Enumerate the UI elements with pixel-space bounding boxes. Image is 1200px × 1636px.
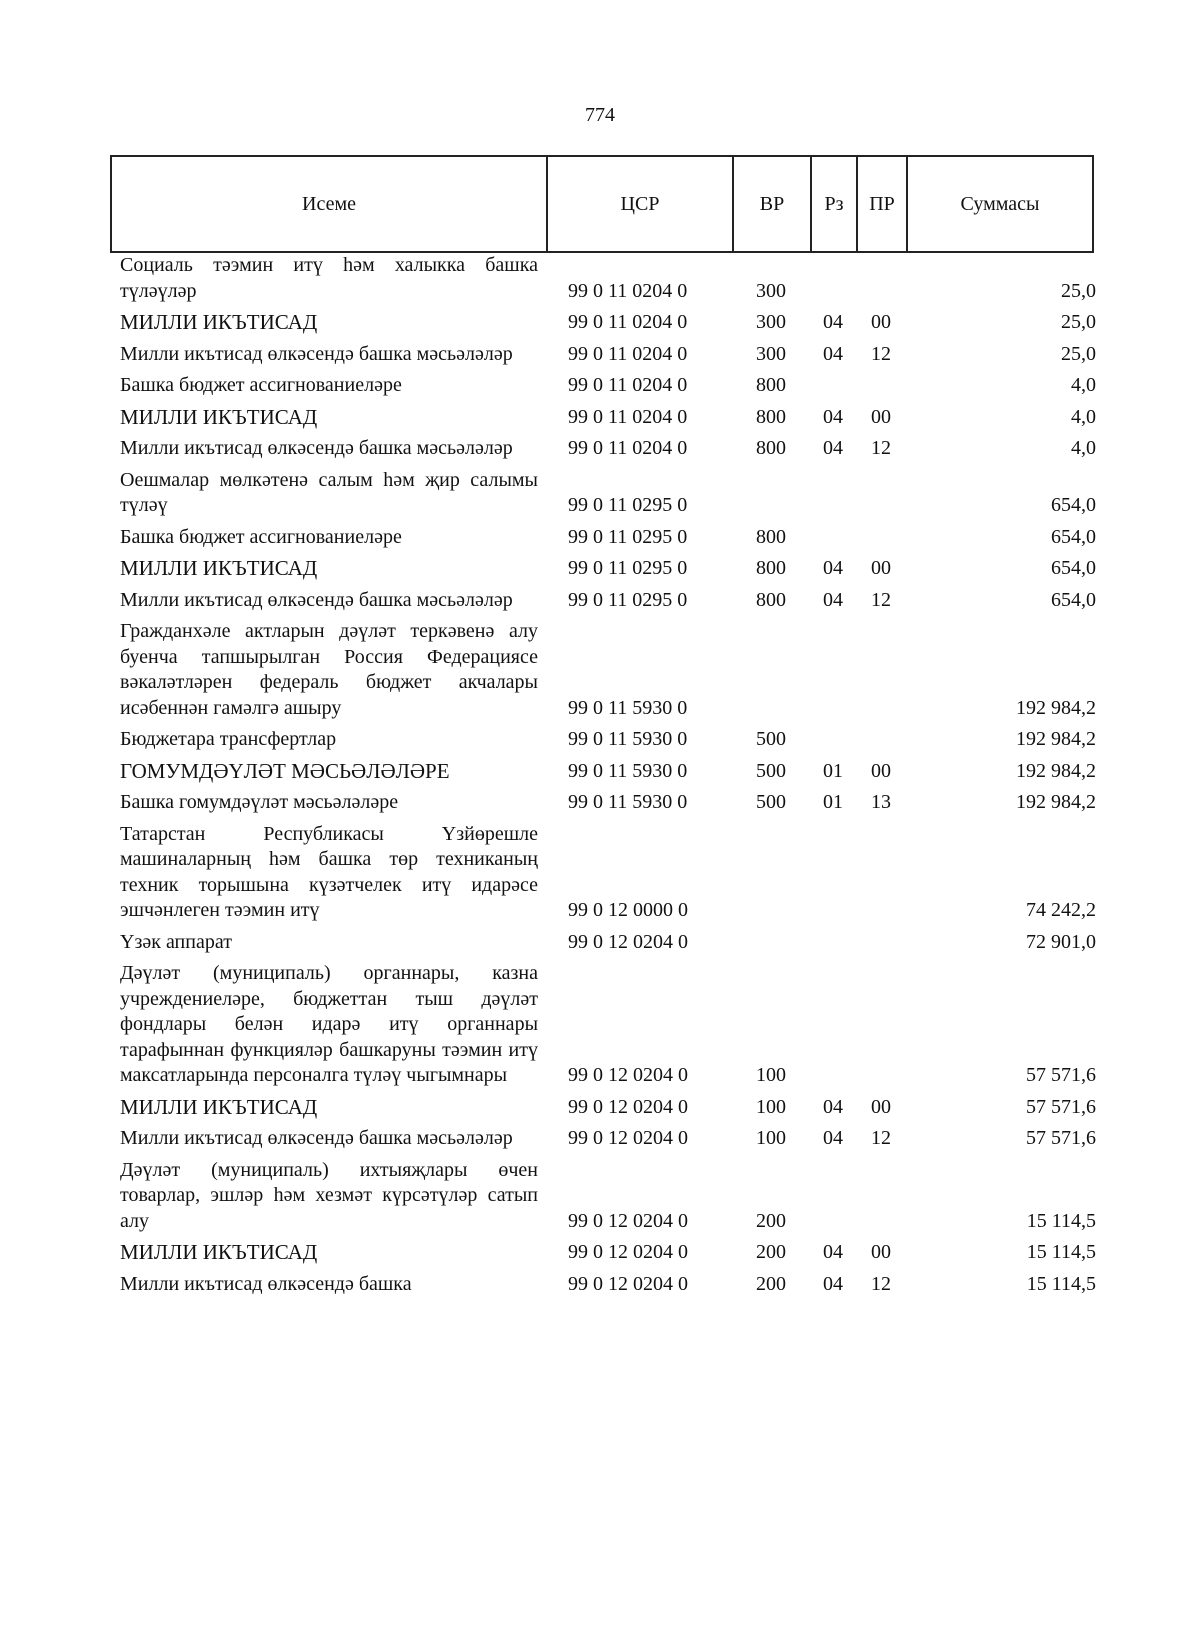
row-sum: 25,0 [1061,342,1096,365]
row-pr: 00 [871,759,891,782]
row-sum: 57 571,6 [1026,1064,1096,1086]
row-pr: 00 [871,405,891,428]
row-rz: 04 [823,405,843,428]
row-sum: 654,0 [1051,494,1096,516]
row-vr: 500 [756,791,786,813]
row-name: Үзәк аппарат [120,930,232,953]
row-name: Милли икътисад өлкәсендә башка мәсьәләләр [120,437,513,459]
row-sum: 654,0 [1051,557,1096,579]
row-csr: 99 0 11 5930 0 [568,696,688,719]
row-vr: 300 [756,279,786,302]
row-sum: 57 571,6 [1026,1127,1096,1149]
table-header [110,155,1094,253]
row-sum: 4,0 [1071,405,1096,428]
row-vr: 100 [756,1064,786,1086]
table-row [110,556,1106,582]
row-vr: 200 [756,1272,786,1295]
table-row [110,790,1106,816]
table-row [110,588,1106,614]
row-vr: 300 [756,342,786,365]
row-sum: 15 114,5 [1026,1209,1096,1232]
row-sum: 15 114,5 [1026,1241,1096,1263]
table-row [110,1240,1106,1266]
table-row [110,253,1106,304]
column-header-vr: ВР [733,156,811,252]
page-number: 774 [585,104,615,126]
row-pr: 12 [871,1127,891,1149]
row-name: Милли икътисад өлкәсендә башка [120,1272,412,1295]
row-name: Гражданхәле актларын дәүләт теркәвенә алу буенча тапшырылган Россия Федерациясе вәкаләтләрен федераль бюджет акчалары исәбеннән гамәлгә ашыру [120,620,538,719]
row-pr: 12 [871,1272,891,1295]
row-name: Милли икътисад өлкәсендә башка мәсьәләләр [120,342,513,365]
row-vr: 800 [756,557,786,579]
row-sum: 25,0 [1061,311,1096,333]
row-csr: 99 0 12 0204 0 [568,930,688,953]
row-csr: 99 0 11 0295 0 [568,525,688,548]
row-vr: 800 [756,374,786,396]
row-sum: 72 901,0 [1026,930,1096,953]
row-name: Башка бюджет ассигнованиеләре [120,374,402,396]
row-sum: 192 984,2 [1016,696,1096,719]
table-row [110,373,1106,399]
row-sum: 15 114,5 [1026,1272,1096,1295]
column-header-sum: Суммасы [907,156,1093,252]
row-csr: 99 0 11 0295 0 [568,494,688,516]
row-pr: 00 [871,557,891,579]
row-rz: 04 [823,557,843,579]
row-csr: 99 0 11 0204 0 [568,342,688,365]
row-rz: 04 [823,342,843,365]
column-header-rz: Рз [811,156,857,252]
row-csr: 99 0 11 0295 0 [568,588,688,611]
table-body [110,253,1106,1303]
row-name: Дәүләт (муниципаль) ихтыяҗлары өчен товарлар, эшләр һәм хезмәт күрсәтүләр сатып алу [120,1158,538,1232]
row-csr: 99 0 12 0204 0 [568,1095,688,1118]
table-row [110,759,1106,785]
column-header-name: Исеме [111,156,547,252]
row-csr: 99 0 11 0204 0 [568,405,688,428]
row-csr: 99 0 11 0204 0 [568,311,688,333]
row-pr: 12 [871,588,891,611]
row-sum: 4,0 [1071,374,1096,396]
row-pr: 13 [871,791,891,813]
row-name: Башка гомумдәүләт мәсьәләләре [120,791,399,813]
row-vr: 500 [756,728,786,750]
row-csr: 99 0 11 5930 0 [568,759,688,782]
table-row [110,436,1106,462]
row-name: Татарстан Республикасы Үзйөрешле машиналарның һәм башка төр техниканың техник торышына күзәтчелек итү идарәсе эшчәнлеген тәэмин итү [120,822,538,921]
row-csr: 99 0 12 0204 0 [568,1272,688,1295]
row-rz: 01 [823,791,843,813]
row-vr: 100 [756,1127,786,1149]
row-csr: 99 0 12 0000 0 [568,899,688,921]
row-pr: 12 [871,437,891,459]
row-vr: 800 [756,437,786,459]
row-name: Милли икътисад өлкәсендә башка мәсьәләләр [120,588,513,611]
row-vr: 200 [756,1209,786,1232]
row-csr: 99 0 11 0204 0 [568,374,688,396]
row-name: МИЛЛИ ИКЪТИСАД [120,1240,318,1264]
row-csr: 99 0 11 0204 0 [568,279,688,302]
row-name: МИЛЛИ ИКЪТИСАД [120,404,318,429]
row-csr: 99 0 11 5930 0 [568,728,688,750]
row-rz: 01 [823,759,843,782]
table-row [110,727,1106,753]
row-pr: 00 [871,1095,891,1118]
table-row [110,342,1106,368]
row-vr: 800 [756,525,786,548]
row-name: Дәүләт (муниципаль) органнары, казна учреждениеләре, бюджеттан тыш дәүләт фондлары белән идарә итү органнары тарафыннан функцияләр башкаруны тәэмин итү максатларында персоналга түләү чыгымнары [120,962,538,1086]
table-row [110,822,1106,924]
row-pr: 00 [871,1241,891,1263]
table-row [110,1272,1106,1298]
row-vr: 200 [756,1241,786,1263]
row-csr: 99 0 11 0295 0 [568,557,688,579]
row-sum: 74 242,2 [1026,899,1096,921]
table-row [110,525,1106,551]
table-row [110,1158,1106,1235]
row-sum: 192 984,2 [1016,759,1096,782]
table-row [110,961,1106,1089]
table-row [110,468,1106,519]
row-rz: 04 [823,1272,843,1295]
table-row [110,405,1106,431]
row-name: Башка бюджет ассигнованиеләре [120,525,402,548]
row-name: Бюджетара трансфертлар [120,728,337,750]
table-row [110,619,1106,721]
table-row [110,310,1106,336]
row-vr: 800 [756,405,786,428]
row-csr: 99 0 12 0204 0 [568,1064,688,1086]
row-pr: 12 [871,342,891,365]
row-vr: 100 [756,1095,786,1118]
row-vr: 800 [756,588,786,611]
table-row [110,930,1106,956]
row-csr: 99 0 11 5930 0 [568,791,688,813]
row-rz: 04 [823,437,843,459]
row-sum: 192 984,2 [1016,791,1096,813]
row-name: Милли икътисад өлкәсендә башка мәсьәләләр [120,1127,513,1149]
row-rz: 04 [823,1095,843,1118]
row-name: Социаль тәэмин итү һәм халыкка башка түләүләр [120,254,538,302]
row-csr: 99 0 12 0204 0 [568,1241,688,1263]
row-name: ГОМУМДӘҮЛӘТ МӘСЬӘЛӘЛӘРЕ [120,758,450,783]
row-vr: 300 [756,311,786,333]
row-name: МИЛЛИ ИКЪТИСАД [120,310,318,334]
row-csr: 99 0 11 0204 0 [568,437,688,459]
column-header-pr: ПР [857,156,907,252]
row-name: МИЛЛИ ИКЪТИСАД [120,556,318,580]
row-csr: 99 0 12 0204 0 [568,1209,688,1232]
column-header-csr: ЦСР [547,156,733,252]
row-rz: 04 [823,311,843,333]
row-sum: 192 984,2 [1016,728,1096,750]
row-rz: 04 [823,1127,843,1149]
row-sum: 25,0 [1061,279,1096,302]
row-sum: 4,0 [1071,437,1096,459]
row-vr: 500 [756,759,786,782]
row-sum: 654,0 [1051,588,1096,611]
row-pr: 00 [871,311,891,333]
table-row [110,1095,1106,1121]
row-rz: 04 [823,1241,843,1263]
table-row [110,1126,1106,1152]
row-sum: 654,0 [1051,525,1096,548]
row-name: Оешмалар мөлкәтенә салым һәм җир салымы түләү [120,468,538,516]
row-csr: 99 0 12 0204 0 [568,1127,688,1149]
row-sum: 57 571,6 [1026,1095,1096,1118]
row-rz: 04 [823,588,843,611]
row-name: МИЛЛИ ИКЪТИСАД [120,1094,318,1119]
